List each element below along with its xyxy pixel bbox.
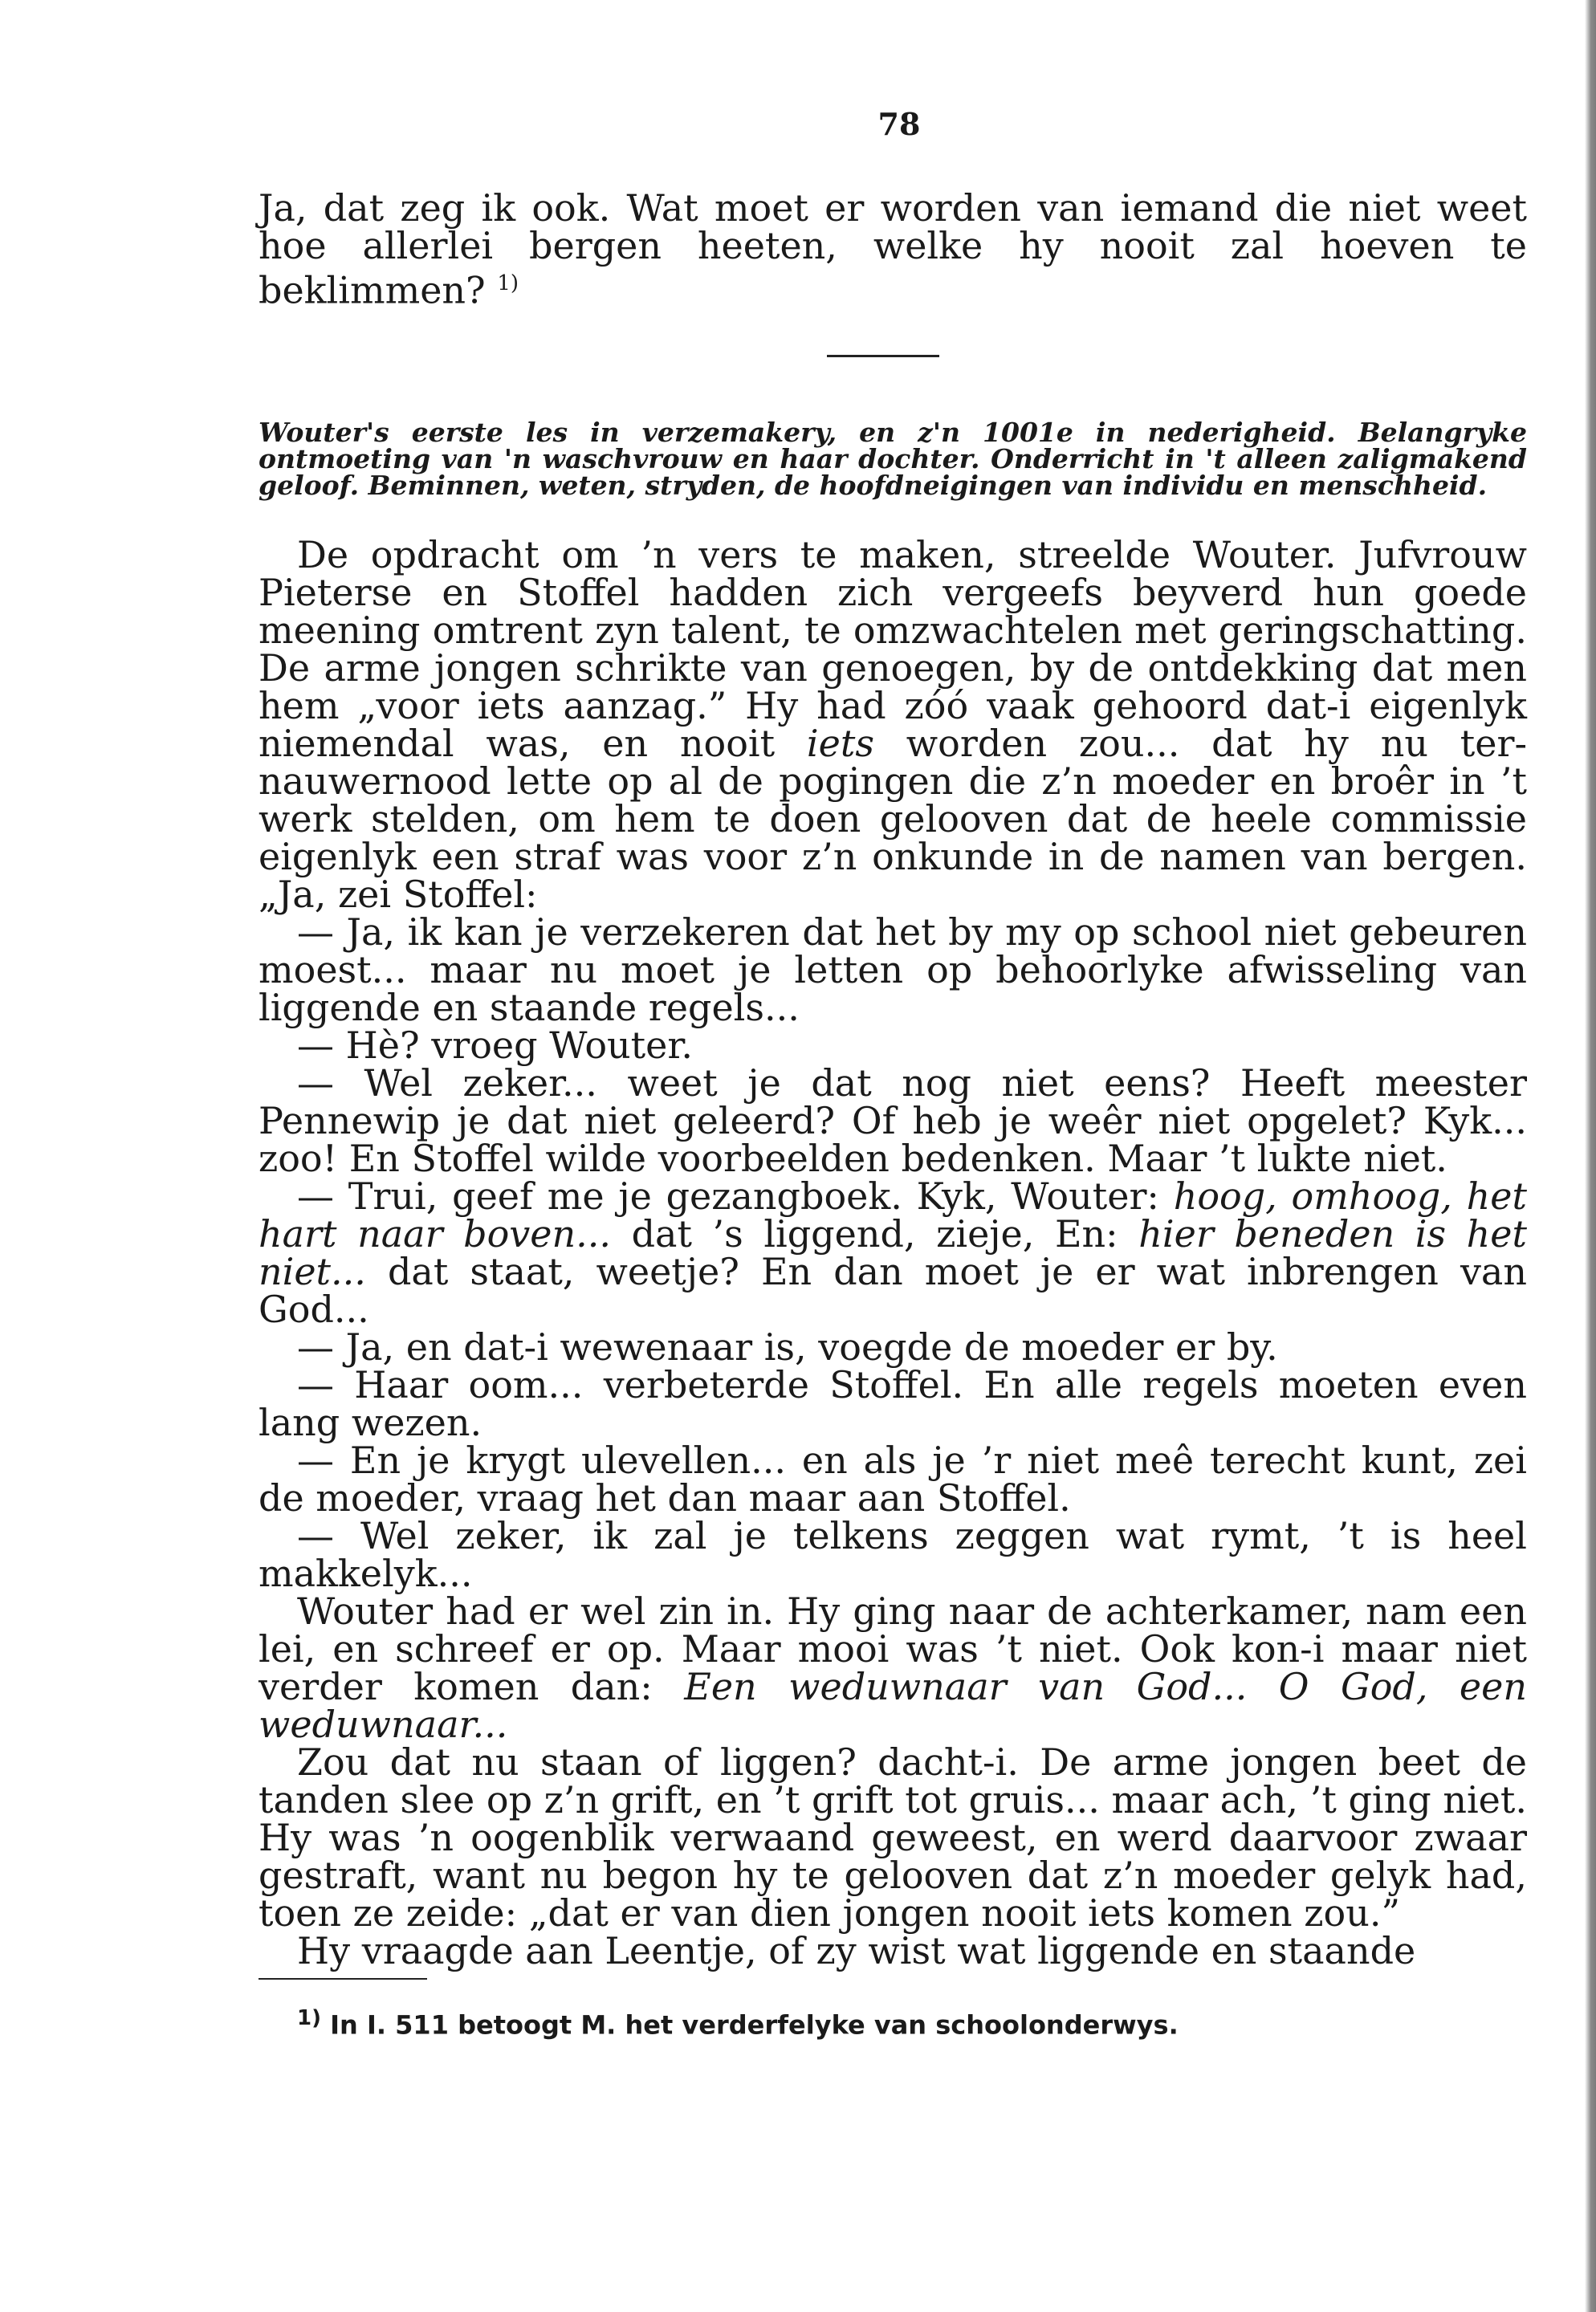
- footnote-mark: 1): [297, 2006, 321, 2030]
- emphasis: hier beneden is het niet...: [259, 1212, 1528, 1293]
- paragraph: Zou dat nu staan of liggen? dacht-i. De arme jongen beet de tanden slee op z’n grift, en ’t grift tot gruis... maar ach, ’t ging niet. Hy was ’n oogenblik verwaand geweest, en werd daarvoor zwaar gestraft, want nu begon hy te gelooven dat z’n moeder gelyk had, toen ze zeide: „dat er van dien jongen nooit iets komen zou.”: [259, 1740, 1527, 1935]
- footnote-divider: [259, 1978, 427, 1980]
- paragraph: — Wel zeker... weet je dat nog niet eens? Heeft meester Pennewip je dat niet geleerd? Of heb je weêr niet opgelet? Kyk... zoo! En Stoffel wilde voorbeelden bedenken. Maar ’t lukte niet.: [259, 1061, 1527, 1180]
- footnote-text: In I. 511 betoogt M. het verderfelyke van schoolonderwys.: [330, 2009, 1179, 2041]
- paragraph-text: Wouter had er wel zin in. Hy ging naar de achterkamer, nam een lei, en schreef er op. Maar mooi was ’t niet. Ook kon-i maar niet verder komen dan:: [259, 1590, 1527, 1708]
- opening-text: Ja, dat zeg ik ook. Wat moet er worden van iemand die niet weet hoe allerlei bergen heeten, welke hy nooit zal hoeven te beklimmen?: [259, 186, 1527, 312]
- paragraph-text: dat ’s liggend, zieje, En:: [611, 1212, 1139, 1256]
- footnote-reference: 1): [497, 271, 519, 295]
- paragraph: — Wel zeker, ik zal je telkens zeggen wat rymt, ’t is heel makkelyk...: [259, 1514, 1527, 1595]
- footnote: [297, 2004, 1501, 2040]
- emphasis: Een weduwnaar van God... O God, een weduwnaar...: [259, 1665, 1527, 1746]
- paragraph-text: De opdracht om ’n vers te maken, streelde Wouter. Jufvrouw Pieterse en Stoffel hadden zich vergeefs beyverd hun goede meening omtrent zyn talent, te omzwachtelen met geringschatting. De arme jongen schrikte van genoegen, by de ontdekking dat men hem „voor iets aanzag.” Hy had zóó vaak gehoord dat-i eigenlyk niemendal was, en nooit: [259, 533, 1527, 765]
- paragraph: — Ja, en dat-i wewenaar is, voegde de moeder er by.: [297, 1325, 1278, 1369]
- paragraph-text: worden zou... dat hy nu ter-nauwernood lette op al de pogingen die z’n moeder en broêr in ’t werk stelden, om hem te doen gelooven dat de heele commissie eigenlyk een straf was voor z’n onkunde in de namen van bergen. „Ja, zei Stoffel:: [259, 722, 1527, 916]
- paragraph: Hy vraagde aan Leentje, of zy wist wat liggende en staande: [297, 1929, 1416, 1972]
- chapter-summary: Wouter's eerste les in verzemakery, en z'n 1001e in nederigheid. Belangryke ontmoeting van 'n waschvrouw en haar dochter. Onderricht in 't alleen zaligmakend geloof. Beminnen, weten, stryden, de hoofdneigingen van individu en menschheid.: [259, 417, 1527, 501]
- section-divider: [827, 355, 939, 357]
- paragraph: — Ja, ik kan je verzekeren dat het by my op school niet gebeuren moest... maar nu moet je letten op behoorlyke afwisseling van liggende en staande regels...: [259, 910, 1527, 1029]
- main-text: [259, 533, 1528, 1972]
- paragraph-text: dat staat, weetje? En dan moet je er wat inbrengen van God...: [259, 1250, 1527, 1331]
- page-edge-shadow: [1585, 0, 1596, 2312]
- paragraph-text: — Trui, geef me je gezangboek. Kyk, Wouter:: [297, 1174, 1174, 1218]
- paragraph: — Hè? vroeg Wouter.: [297, 1024, 693, 1067]
- paragraph: — En je krygt ulevellen... en als je ’r niet meê terecht kunt, zei de moeder, vraag het dan maar aan Stoffel.: [259, 1439, 1527, 1520]
- page-number: 78: [877, 106, 921, 142]
- paragraph: [259, 1174, 1528, 1331]
- emphasis: iets: [806, 722, 874, 765]
- emphasis: hoog, omhoog, het hart naar boven...: [259, 1174, 1527, 1256]
- paragraph: — Haar oom... verbeterde Stoffel. En alle regels moeten even lang wezen.: [259, 1363, 1527, 1444]
- paragraph: [259, 1590, 1527, 1746]
- opening-paragraph: [259, 186, 1527, 312]
- paragraph: [259, 533, 1527, 916]
